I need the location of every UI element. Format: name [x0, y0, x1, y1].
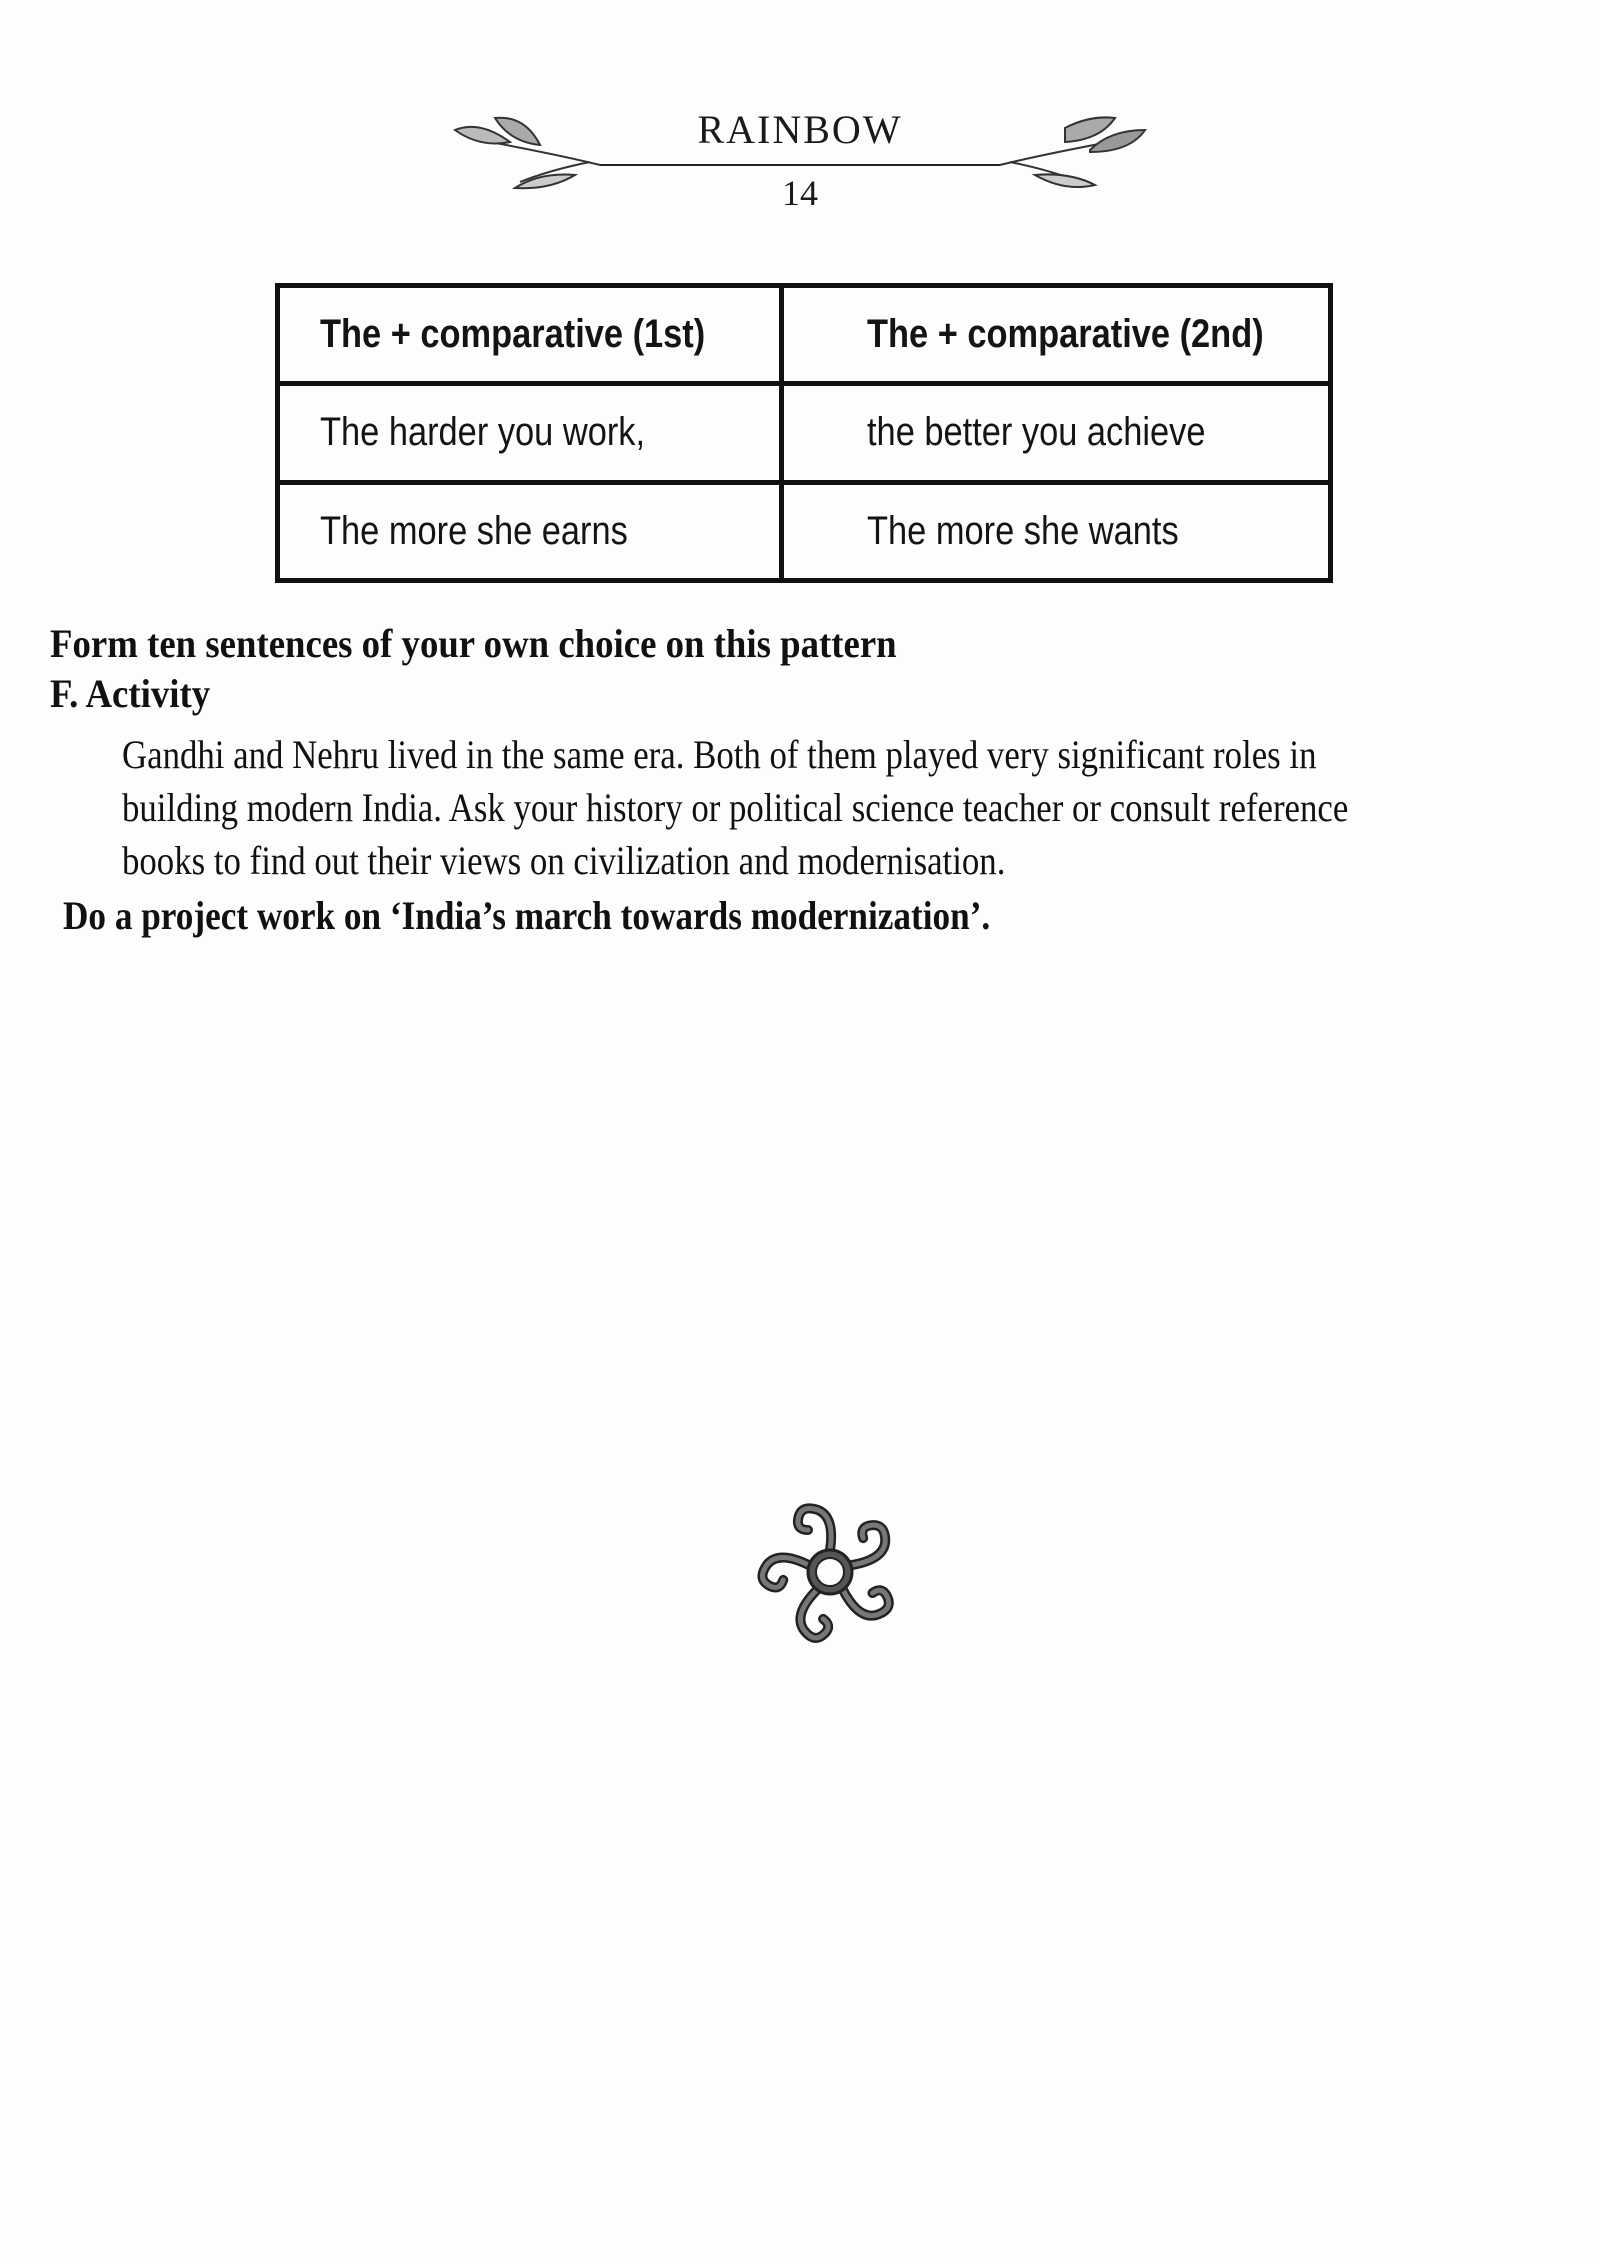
table-cell: [278, 482, 782, 580]
cell-text: the better you achieve: [866, 410, 1206, 455]
table-cell: [781, 482, 1330, 580]
comparative-pattern-table: [275, 283, 1333, 583]
table-header-cell: [781, 286, 1330, 384]
table-header-cell: [278, 286, 782, 384]
table-row: [278, 384, 1331, 482]
cell-text: The more she wants: [866, 508, 1179, 553]
section-heading-activity: F. Activity: [50, 671, 211, 716]
running-title: RAINBOW: [697, 107, 903, 152]
page-header: [440, 100, 1160, 220]
project-task: Do a project work on ‘India’s march towards modernization’.: [63, 893, 991, 938]
table-cell: [781, 384, 1330, 482]
header-label-first: The + comparative (1st): [320, 312, 706, 357]
table-header-row: [278, 286, 1331, 384]
cell-text: The more she earns: [320, 508, 628, 553]
instruction-text: Form ten sentences of your own choice on this pattern: [50, 621, 897, 666]
swirl-flower-ornament-icon: [745, 1490, 915, 1655]
table-row: [278, 482, 1331, 580]
header-label-second: The + comparative (2nd): [866, 312, 1264, 357]
paragraph-line: Gandhi and Nehru lived in the same era. Both of them played very significant roles in: [122, 732, 1317, 777]
table-cell: [278, 384, 782, 482]
page-number: 14: [782, 173, 818, 213]
activity-paragraph: [122, 728, 1497, 887]
paragraph-line: books to find out their views on civilization and modernisation.: [122, 838, 1006, 883]
paragraph-line: building modern India. Ask your history or political science teacher or consult reference: [122, 785, 1349, 830]
cell-text: The harder you work,: [320, 410, 646, 455]
